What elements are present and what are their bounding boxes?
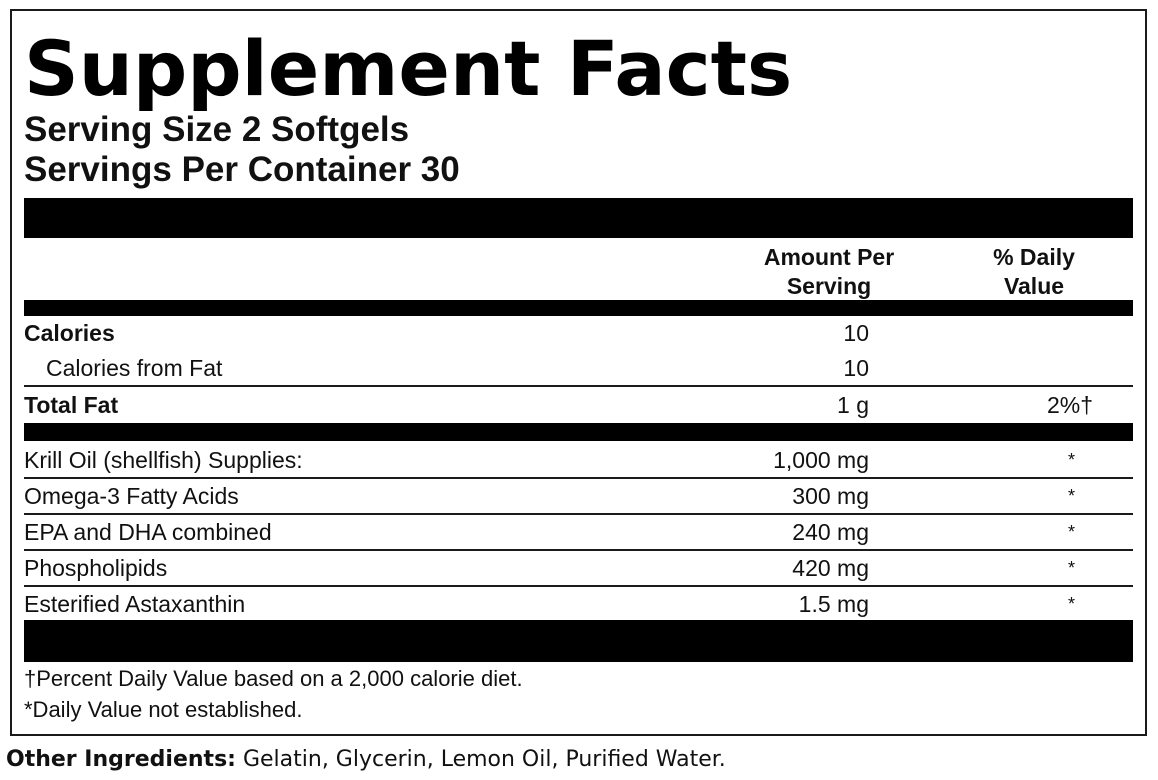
nutrient-amount: 240 mg xyxy=(792,519,869,545)
supplement-facts-content xyxy=(24,11,1133,734)
row-divider xyxy=(24,513,1133,515)
nutrient-label: Esterified Astaxanthin xyxy=(24,591,246,617)
nutrient-amount: 420 mg xyxy=(792,555,869,581)
thick-divider-middle xyxy=(24,423,1133,441)
nutrient-daily-value: * xyxy=(1067,522,1075,542)
thick-divider-top xyxy=(24,198,1133,238)
nutrient-label: EPA and DHA combined xyxy=(24,519,272,545)
row-divider xyxy=(24,549,1133,551)
dv-header-line1: % Daily xyxy=(993,244,1075,270)
nutrient-label: Calories from Fat xyxy=(46,355,223,381)
nutrient-daily-value: * xyxy=(1067,558,1075,578)
row-divider xyxy=(24,385,1133,387)
nutrient-daily-value: * xyxy=(1067,594,1075,614)
nutrient-label: Krill Oil (shellfish) Supplies: xyxy=(24,447,303,473)
thick-divider-header xyxy=(24,300,1133,316)
nutrient-amount: 1 g xyxy=(837,392,869,418)
supplement-facts-panel xyxy=(10,9,1147,736)
footnote-not-established: *Daily Value not established. xyxy=(24,697,303,722)
nutrient-label: Phospholipids xyxy=(24,555,168,581)
other-ingredients xyxy=(6,745,726,775)
nutrient-amount: 300 mg xyxy=(792,483,869,509)
row-divider xyxy=(24,477,1133,479)
other-ingredients-text: Gelatin, Glycerin, Lemon Oil, Purified Water. xyxy=(235,747,726,772)
serving-size: Serving Size 2 Softgels xyxy=(24,110,410,149)
nutrient-label: Calories xyxy=(24,320,115,346)
servings-per-container: Servings Per Container 30 xyxy=(24,150,460,189)
label-title: Supplement Facts xyxy=(24,24,793,113)
dv-header-line2: Value xyxy=(1003,273,1065,299)
row-divider xyxy=(24,585,1133,587)
amount-header-line2: Serving xyxy=(786,273,872,299)
nutrient-daily-value: * xyxy=(1067,486,1075,506)
daily-value-header xyxy=(959,243,1109,301)
nutrient-amount: 10 xyxy=(843,320,869,346)
nutrient-label: Total Fat xyxy=(24,392,119,418)
nutrient-amount: 1.5 mg xyxy=(798,591,869,617)
amount-header-line1: Amount Per xyxy=(763,244,895,270)
nutrient-label: Omega-3 Fatty Acids xyxy=(24,483,239,509)
nutrient-amount: 1,000 mg xyxy=(773,447,869,473)
thick-divider-bottom xyxy=(24,620,1133,662)
other-ingredients-heading: Other Ingredients: xyxy=(6,747,236,772)
nutrient-daily-value: 2%† xyxy=(1046,392,1093,418)
amount-per-serving-header xyxy=(724,243,934,301)
nutrient-amount: 10 xyxy=(843,355,869,381)
footnote-daily-value: †Percent Daily Value based on a 2,000 calorie diet. xyxy=(24,666,523,691)
nutrient-daily-value: * xyxy=(1067,450,1075,470)
